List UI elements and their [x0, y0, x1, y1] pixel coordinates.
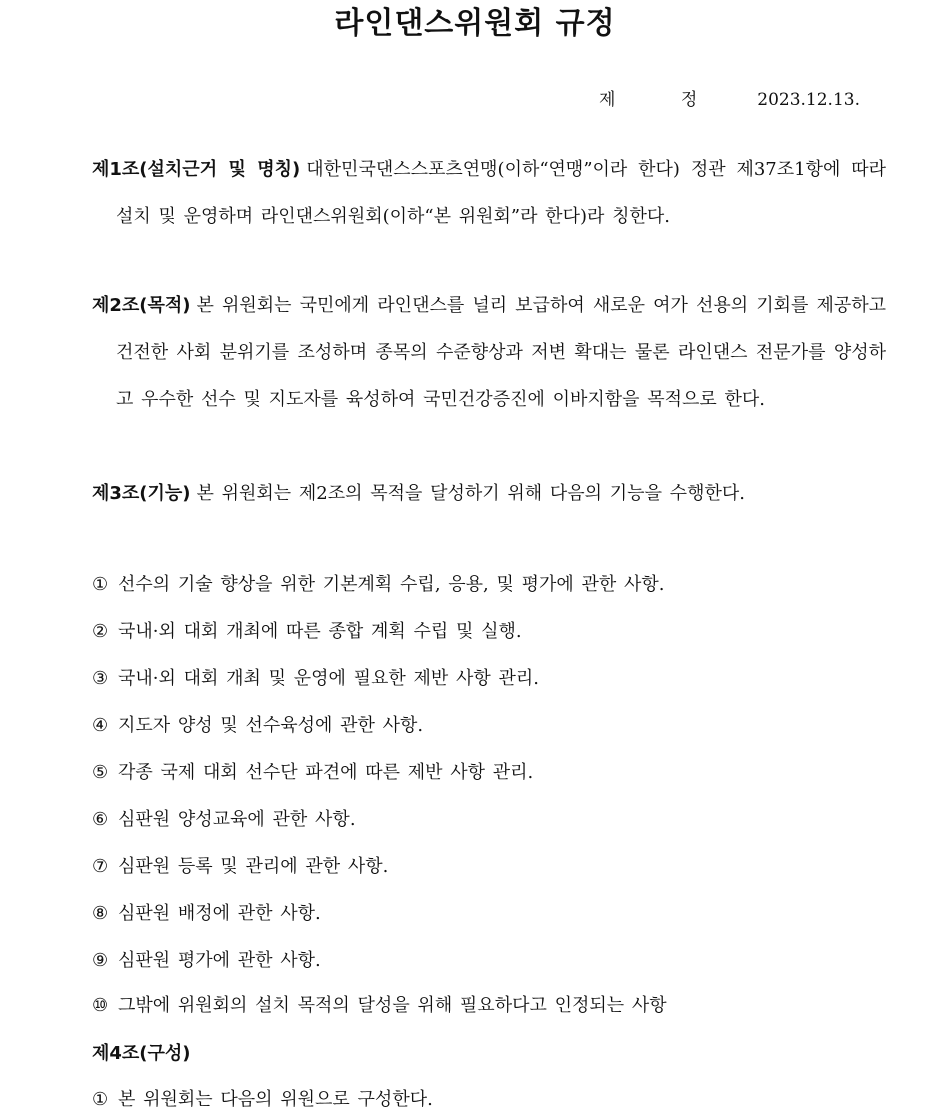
article-3-heading: 제3조(기능) — [92, 483, 191, 504]
item-number: ① — [92, 1089, 109, 1110]
article-4-item-1 — [92, 1085, 872, 1115]
item-text: 심판원 평가에 관한 사항. — [118, 950, 321, 971]
article-3-body: 본 위원회는 제2조의 목적을 달성하기 위해 다음의 기능을 수행한다. — [196, 483, 745, 504]
article-1-heading: 제1조(설치근거 및 명칭) — [92, 159, 301, 180]
item-text: 각종 국제 대회 선수단 파견에 따른 제반 사항 관리. — [118, 762, 534, 783]
item-text: 본 위원회는 다음의 위원으로 구성한다. — [118, 1089, 433, 1110]
item-text: 심판원 등록 및 관리에 관한 사항. — [118, 856, 389, 877]
item-number: ② — [92, 621, 109, 642]
article-2 — [92, 282, 886, 423]
article-1-body: 대한민국댄스스포츠연맹(이하“연맹”이라 한다) 정관 제37조1항에 따라 설치 및 운영하며 라인댄스위원회(이하“본 위원회”라 한다)라 칭한다. — [116, 159, 886, 227]
enactment-label: 제 정 — [599, 90, 728, 110]
item-text: 그밖에 위원회의 설치 목적의 달성을 위해 필요하다고 인정되는 사항 — [118, 995, 667, 1016]
item-text: 국내·외 대회 개최 및 운영에 필요한 제반 사항 관리. — [118, 668, 539, 689]
article-3-item-9 — [92, 946, 872, 976]
item-number: ① — [92, 574, 109, 595]
item-number: ⑥ — [92, 809, 109, 830]
item-text: 선수의 기술 향상을 위한 기본계획 수립, 응용, 및 평가에 관한 사항. — [118, 574, 665, 595]
item-number: ④ — [92, 715, 109, 736]
article-3-item-3 — [92, 664, 872, 694]
article-3 — [92, 470, 886, 517]
article-3-item-2 — [92, 617, 872, 647]
article-3-item-10 — [92, 991, 872, 1021]
article-3-item-4 — [92, 711, 872, 741]
item-text: 심판원 양성교육에 관한 사항. — [118, 809, 356, 830]
enactment-date: 2023.12.13. — [757, 90, 860, 110]
article-3-item-7 — [92, 852, 872, 882]
item-number: ⑦ — [92, 856, 109, 877]
item-number: ⑩ — [92, 995, 109, 1016]
enactment-line — [599, 88, 860, 112]
item-number: ③ — [92, 668, 109, 689]
article-3-item-1 — [92, 570, 872, 600]
item-number: ⑧ — [92, 903, 109, 924]
article-3-item-5 — [92, 758, 872, 788]
item-text: 국내·외 대회 개최에 따른 종합 계획 수립 및 실행. — [118, 621, 522, 642]
article-3-item-8 — [92, 899, 872, 929]
item-text: 심판원 배정에 관한 사항. — [118, 903, 321, 924]
item-text: 지도자 양성 및 선수육성에 관한 사항. — [118, 715, 424, 736]
article-1 — [92, 146, 886, 240]
article-4-heading: 제4조(구성) — [92, 1043, 191, 1064]
item-number: ⑨ — [92, 950, 109, 971]
article-3-item-6 — [92, 805, 872, 835]
article-2-body: 본 위원회는 국민에게 라인댄스를 널리 보급하여 새로운 여가 선용의 기회를 제공하고 건전한 사회 분위기를 조성하며 종목의 수준향상과 저변 확대는 물론 라인댄스 전문가를 양성하고 우수한 선수 및 지도자를 육성하여 국민건강증진에 이바지함을 목적으로 한다. — [116, 295, 886, 410]
item-number: ⑤ — [92, 762, 109, 783]
article-2-heading: 제2조(목적) — [92, 295, 191, 316]
document-title: 라인댄스위원회 규정 — [334, 6, 616, 41]
